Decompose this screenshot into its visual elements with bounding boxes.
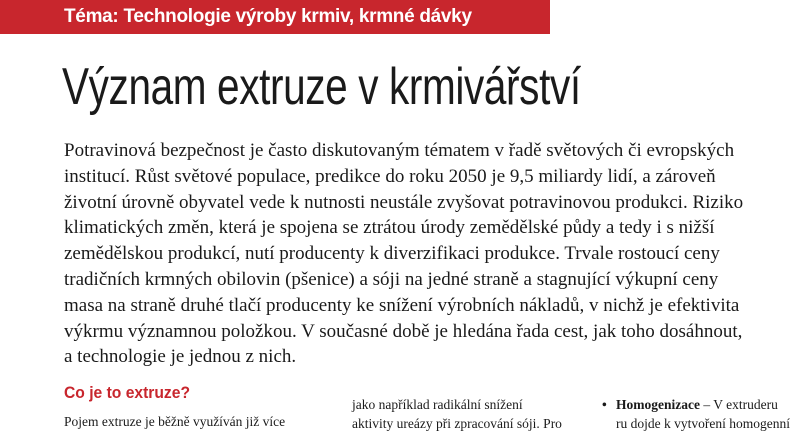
column-line: aktivity ureázy při zpracování sóji. Pro <box>352 416 562 431</box>
lead-line: výkrmu významnou položkou. V současné době je hledána řada cest, jak toho dosáhnout, <box>64 320 743 342</box>
lead-line: institucí. Růst světové populace, predikce do roku 2050 je 9,5 miliardy lidí, a zároveň <box>64 165 716 187</box>
lead-line: a technologie je jednou z nich. <box>64 346 297 368</box>
lead-line: masa na straně druhé tlačí producenty ke snížení výrobních nákladů, v nichž je efektivita <box>64 294 740 316</box>
topic-bar: Téma: Technologie výroby krmiv, krmné dávky <box>0 0 550 34</box>
lead-line: zemědělskou produkcí, nutí producenty k diverzifikaci produkce. Trvale rostoucí ceny <box>64 243 720 265</box>
lead-line: Potravinová bezpečnost je často diskutovaným tématem v řadě světových či evropských <box>64 140 735 161</box>
lead-line: tradičních krmných obilovin (pšenice) a sóji na jedné straně a stagnující výkupní ceny <box>64 268 719 290</box>
bullet-icon: • <box>602 397 607 412</box>
lead-line: životní úrovně obyvatel vede k nutnosti neustále zvyšovat potravinovou produkci. Riziko <box>64 191 744 213</box>
column-line: jako například radikální snížení <box>352 397 523 412</box>
article-title: Význam extruze v krmivářství <box>62 58 581 116</box>
lead-paragraph <box>64 138 768 370</box>
body-column-3 <box>602 395 790 433</box>
body-column-2 <box>352 395 592 433</box>
bullet-item <box>602 395 778 414</box>
bullet-continuation: ru dojde k vytvoření homogenní <box>616 416 790 431</box>
column-line: Pojem extruze je běžně využíván již více <box>64 414 286 429</box>
bullet-term: Homogenizace <box>616 397 700 412</box>
body-column-1 <box>64 412 334 431</box>
section-subhead: Co je to extruze? <box>64 383 191 402</box>
bullet-text: – V extruderu <box>699 397 778 412</box>
lead-line: klimatických změn, která je spojena se ztrátou úrody zemědělské půdy a tedy i s nižší <box>64 217 715 239</box>
